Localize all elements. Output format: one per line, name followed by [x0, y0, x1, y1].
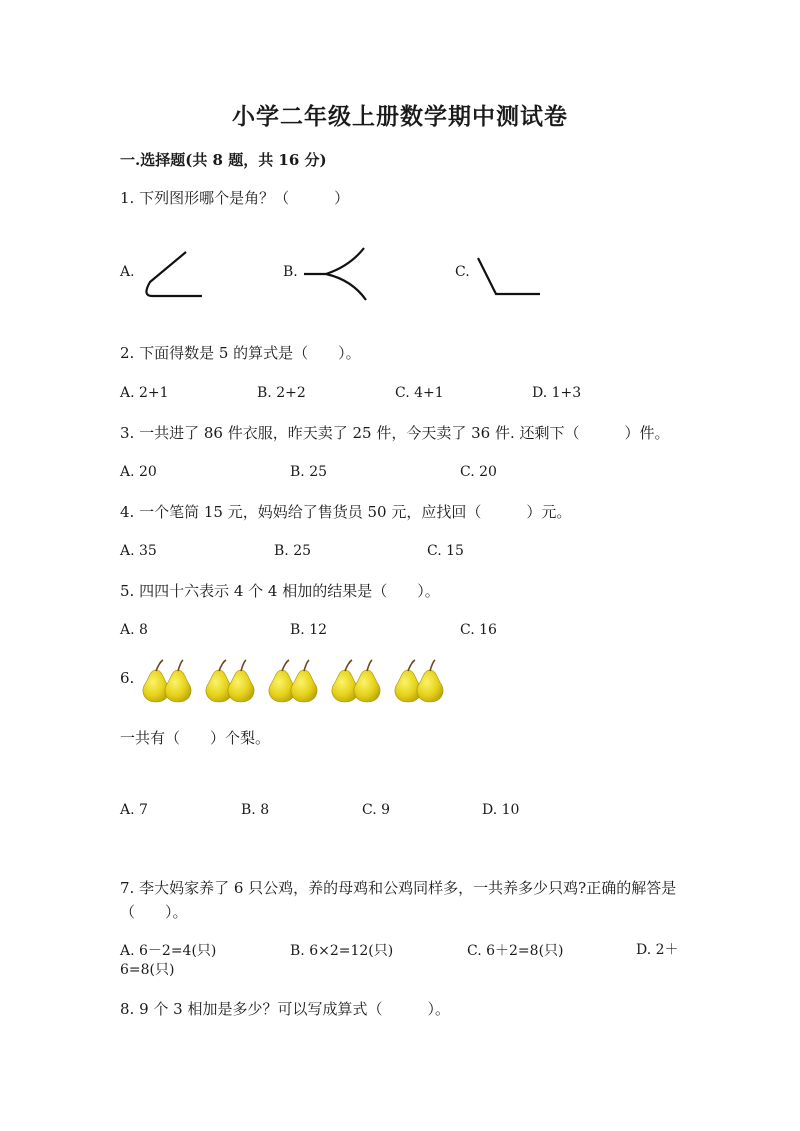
pear-pair	[143, 660, 191, 702]
q5-option-b: B. 12	[290, 622, 328, 638]
section-heading: 一.选择题(共 8 题，共 16 分)	[120, 151, 327, 169]
q7-option-c: C. 6＋2=8(只)	[467, 943, 564, 959]
q1-option-b-label: B.	[283, 264, 298, 280]
q4-option-c: C. 15	[427, 543, 464, 559]
pear-pair	[269, 660, 317, 702]
pears-picture	[140, 658, 460, 704]
question-6-number: 6.	[120, 669, 135, 687]
q2-option-d: D. 1+3	[532, 385, 582, 401]
angle-figure-c	[474, 256, 546, 300]
question-8: 8. 9 个 3 相加是多少？可以写成算式（ ）。	[120, 1000, 450, 1018]
question-6: 一共有（ ）个梨。	[120, 729, 271, 747]
pear-pair	[206, 660, 254, 702]
q7-option-d: D. 2＋6=8(只)	[120, 942, 679, 978]
q3-option-b: B. 25	[290, 464, 328, 480]
pear-pair	[395, 660, 443, 702]
question-2: 2. 下面得数是 5 的算式是（ ）。	[120, 344, 361, 362]
q5-option-c: C. 16	[460, 622, 497, 638]
q7-option-b: B. 6×2=12(只)	[290, 943, 394, 959]
question-5: 5. 四四十六表示 4 个 4 相加的结果是（ ）。	[120, 582, 440, 600]
q3-option-c: C. 20	[460, 464, 497, 480]
q1-option-c-label: C.	[455, 264, 470, 280]
q5-option-a: A. 8	[120, 622, 148, 638]
q2-option-c: C. 4+1	[395, 385, 444, 401]
q4-option-a: A. 35	[120, 543, 157, 559]
q2-option-b: B. 2+2	[257, 385, 306, 401]
q2-option-a: A. 2+1	[120, 385, 169, 401]
q6-option-a: A. 7	[120, 802, 148, 818]
q6-option-c: C. 9	[362, 802, 391, 818]
curve-figure-b	[300, 246, 372, 302]
question-7: 7. 李大妈家养了 6 只公鸡，养的母鸡和公鸡同样多，一共养多少只鸡?正确的解答是（ ）。	[120, 879, 677, 921]
question-1: 1. 下列图形哪个是角？（ ）	[120, 189, 350, 207]
page-title: 小学二年级上册数学期中测试卷	[232, 103, 568, 130]
q1-option-a-label: A.	[120, 264, 135, 280]
q4-option-b: B. 25	[274, 543, 312, 559]
q3-option-a: A. 20	[120, 464, 157, 480]
question-4: 4. 一个笔筒 15 元，妈妈给了售货员 50 元，应找回（ ）元。	[120, 503, 572, 521]
q7-option-a: A. 6－2=4(只)	[120, 943, 217, 959]
question-3: 3. 一共进了 86 件衣服，昨天卖了 25 件，今天卖了 36 件. 还剩下（ ）件。	[120, 424, 670, 442]
q6-option-d: D. 10	[482, 802, 520, 818]
angle-figure-a	[140, 250, 210, 302]
pear-pair	[332, 660, 380, 702]
q6-option-b: B. 8	[241, 802, 270, 818]
